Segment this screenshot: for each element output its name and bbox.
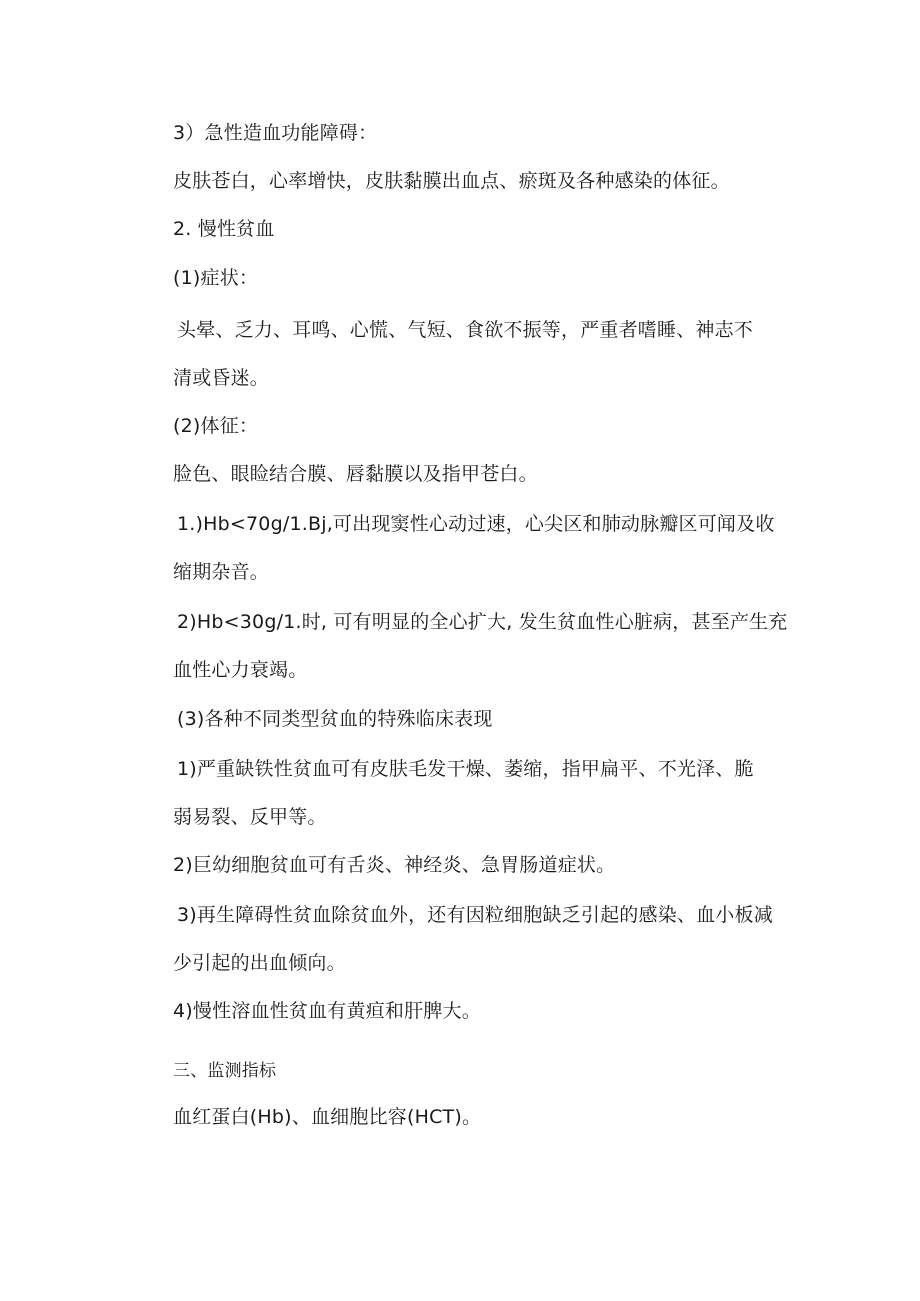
paragraph-line: 缩期杂音。 [173, 561, 270, 583]
list-item-line: 4)慢性溶血性贫血有黄疸和肝脾大。 [173, 1000, 481, 1022]
subsection-heading-special-manifestations: (3)各种不同类型贫血的特殊临床表现 [177, 708, 493, 730]
paragraph-line: 血红蛋白(Hb)、血细胞比容(HCT)。 [173, 1106, 482, 1128]
list-item-line: 3)再生障碍性贫血除贫血外，还有因粒细胞缺乏引起的感染、血小板减 [177, 904, 773, 926]
paragraph-line: 头晕、乏力、耳鸣、心慌、气短、食欲不振等，严重者嗜睡、神志不 [177, 319, 754, 341]
paragraph-line: 清或昏迷。 [173, 367, 270, 389]
list-item-line: 2)巨幼细胞贫血可有舌炎、神经炎、急胃肠道症状。 [173, 854, 616, 876]
paragraph-line: 脸色、眼睑结合膜、唇黏膜以及指甲苍白。 [173, 463, 538, 485]
section-heading-monitoring-indicators: 三、监测指标 [173, 1061, 277, 1081]
paragraph-line: 皮肤苍白，心率增快，皮肤黏膜出血点、瘀斑及各种感染的体征。 [173, 170, 730, 192]
list-item-line: 1.)Hb<70g∕1.Bj,可出现窦性心动过速，心尖区和肺动脉瓣区可闻及收 [177, 513, 775, 535]
subsection-heading-acute-hematopoietic-disorder: 3）急性造血功能障碍： [173, 122, 378, 144]
paragraph-line: 弱易裂、反甲等。 [173, 806, 327, 828]
list-item-line: 2)Hb<30g∕1.时, 可有明显的全心扩大, 发生贫血性心脏病，甚至产生充 [177, 611, 788, 633]
subsection-heading-symptoms: (1)症状： [173, 267, 259, 289]
subsection-heading-signs: (2)体征： [173, 415, 259, 437]
section-heading-chronic-anemia: 2. 慢性贫血 [173, 218, 275, 240]
paragraph-line: 血性心力衰竭。 [173, 659, 308, 681]
paragraph-line: 少引起的出血倾向。 [173, 952, 346, 974]
list-item-line: 1)严重缺铁性贫血可有皮肤毛发干燥、萎缩，指甲扁平、不光泽、脆 [177, 758, 754, 780]
